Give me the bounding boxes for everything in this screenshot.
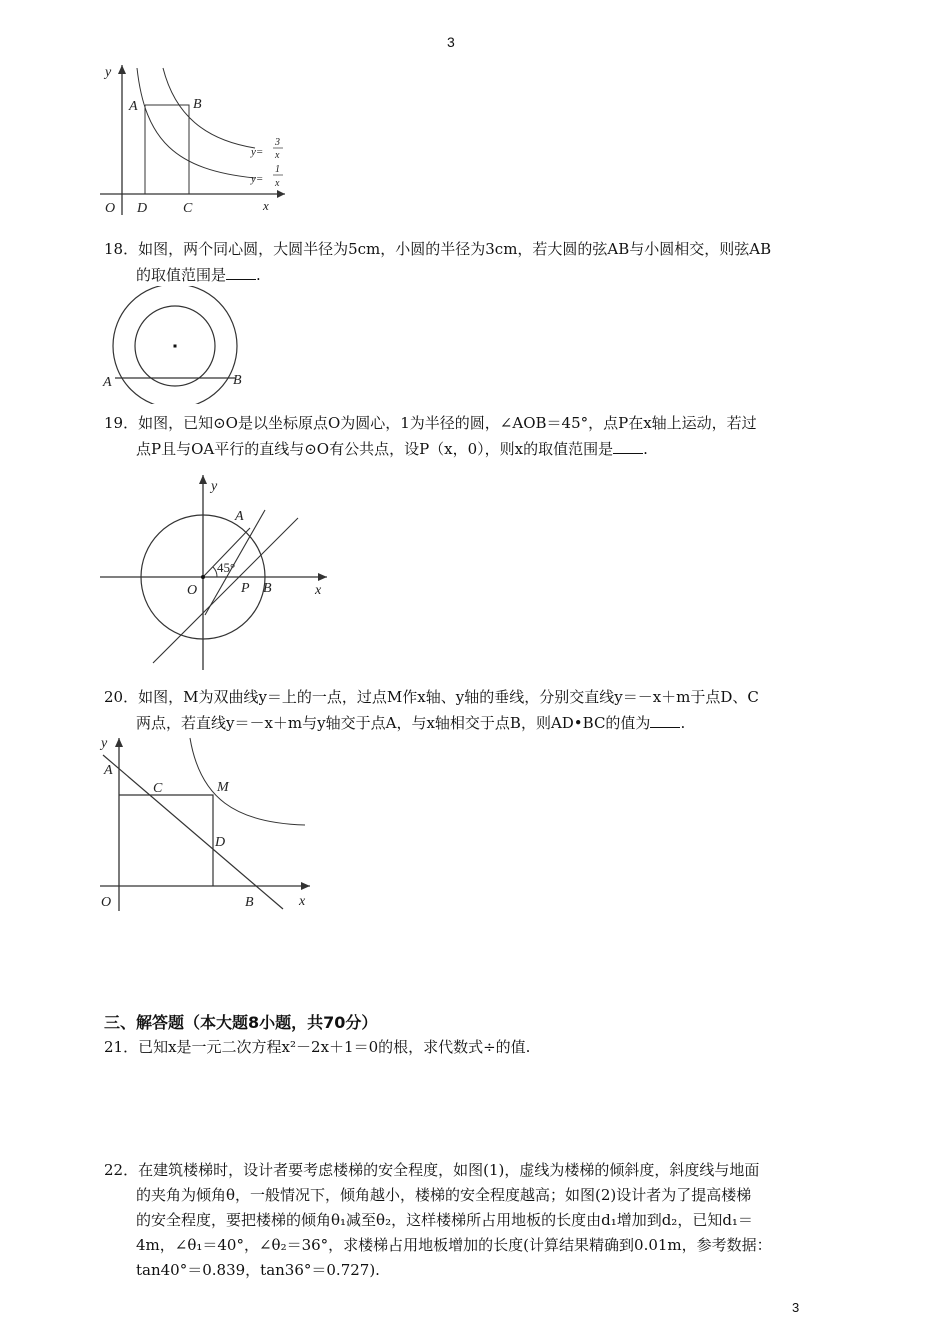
- figure-18-concentric-circles: [100, 286, 260, 404]
- curve-top-num: 3: [275, 137, 280, 148]
- answer-blank: [613, 439, 643, 454]
- page-number-top: 3: [447, 34, 455, 50]
- origin-point: [201, 575, 205, 579]
- label-b: B: [233, 373, 242, 388]
- page-number-bottom: 3: [792, 1300, 800, 1315]
- q22-line1: 在建筑楼梯时，设计者要考虑楼梯的安全程度，如图(1)，虚线为楼梯的倾斜度，斜度线与地面: [138, 1161, 760, 1179]
- x-axis-arrow: [301, 882, 310, 890]
- q21-text: 已知x是一元二次方程x²－2x＋1＝0的根，求代数式÷的值.: [138, 1038, 531, 1056]
- question-22: [104, 1158, 824, 1283]
- label-a: A: [129, 99, 138, 114]
- figure-20-hyperbola-line: [95, 733, 325, 913]
- curve-y-1-over-x: [137, 68, 255, 178]
- question-21: [104, 1034, 824, 1060]
- curve-y-3-over-x: [163, 68, 255, 148]
- question-20: 20．如图，M为双曲线y＝上的一点，过点M作x轴、y轴的垂线，分别交直线y＝－x＋m于点D、C 两点，若直线y＝－x＋m与y轴交于点A，与x轴相交于点B，则AD•BC的值为 .: [104, 688, 759, 732]
- label-c: C: [183, 201, 193, 216]
- label-b: B: [245, 895, 254, 910]
- q21-number: 21．: [104, 1038, 139, 1056]
- q18-line2: 的取值范围是: [136, 266, 227, 284]
- label-angle: 45°: [217, 560, 236, 575]
- tangent-line-lower: [153, 518, 298, 663]
- q18-line1: 如图，两个同心圆，大圆半径为5cm，小圆的半径为3cm，若大圆的弦AB与小圆相交，则弦AB: [138, 240, 772, 258]
- label-a: A: [103, 375, 112, 390]
- hyperbola: [190, 738, 305, 825]
- curve-bottom-den: x: [275, 178, 280, 189]
- y-axis-arrow: [115, 738, 123, 747]
- label-c: C: [153, 781, 163, 796]
- q18-number: 18．: [104, 240, 139, 258]
- question-19: 19．如图，已知⊙O是以坐标原点O为圆心，1为半径的圆，∠AOB＝45°，点P在x轴上运动，若过 点P且与OA平行的直线与⊙O有公共点，设P（x，0），则x的取值范围是 .: [104, 414, 757, 458]
- q22-line4: 4m，∠θ₁＝40°，∠θ₂＝36°，求楼梯占用地板增加的长度(计算结果精确到0.01m，参考数据：: [136, 1236, 772, 1254]
- q22-number: 22．: [104, 1161, 139, 1179]
- q22-line3: 的安全程度，要把楼梯的倾角θ₁减至θ₂，这样楼梯所占用地板的长度由d₁增加到d₂，已知d₁＝: [136, 1211, 753, 1229]
- label-x: x: [299, 894, 306, 909]
- y-axis-arrow: [118, 65, 126, 74]
- label-a: A: [235, 509, 244, 524]
- curve-top-den: x: [275, 150, 280, 161]
- x-axis-arrow: [277, 190, 285, 198]
- q19-line1: 如图，已知⊙O是以坐标原点O为圆心，1为半径的圆，∠AOB＝45°，点P在x轴上运动，若过: [138, 414, 757, 432]
- label-m: M: [217, 780, 229, 795]
- rectangle-abcd: [145, 105, 189, 194]
- q19-number: 19．: [104, 414, 139, 432]
- y-axis-arrow: [199, 475, 207, 484]
- label-y: y: [211, 479, 218, 494]
- label-o: O: [101, 895, 112, 910]
- label-p: P: [241, 581, 250, 596]
- label-o: O: [187, 583, 198, 598]
- question-18: 18．如图，两个同心圆，大圆半径为5cm，小圆的半径为3cm，若大圆的弦AB与小圆相交，则弦AB 的取值范围是 .: [104, 240, 772, 284]
- answer-blank: [650, 713, 680, 728]
- center-point: [174, 345, 177, 348]
- x-axis-arrow: [318, 573, 327, 581]
- figure-17-hyperbola-graph: [95, 60, 295, 220]
- label-b: B: [263, 581, 272, 596]
- q20-number: 20．: [104, 688, 139, 706]
- answer-blank: [226, 265, 256, 280]
- label-b: B: [193, 97, 202, 112]
- label-x: x: [315, 583, 322, 598]
- curve-bottom-prefix: y=: [251, 173, 264, 185]
- label-a: A: [104, 763, 113, 778]
- q22-line2: 的夹角为倾角θ，一般情况下，倾角越小，楼梯的安全程度越高；如图(2)设计者为了提高楼梯: [136, 1186, 752, 1204]
- q22-line5: tan40°＝0.839，tan36°＝0.727).: [136, 1261, 380, 1279]
- curve-bottom-num: 1: [275, 164, 280, 175]
- q20-line2: 两点，若直线y＝－x＋m与y轴交于点A，与x轴相交于点B，则AD•BC的值为: [136, 714, 651, 732]
- curve-top-prefix: y=: [251, 146, 264, 158]
- section-title: 三、解答题（本大题8小题，共70分）: [104, 1013, 378, 1032]
- label-y: y: [105, 65, 112, 80]
- label-y: y: [101, 736, 108, 751]
- label-x: x: [263, 198, 269, 213]
- q19-line2: 点P且与OA平行的直线与⊙O有公共点，设P（x，0），则x的取值范围是: [136, 440, 614, 458]
- label-d: D: [137, 201, 148, 216]
- label-o: O: [105, 201, 116, 216]
- label-d: D: [215, 835, 226, 850]
- figure-19-unit-circle: [95, 470, 335, 675]
- q20-line1: 如图，M为双曲线y＝上的一点，过点M作x轴、y轴的垂线，分别交直线y＝－x＋m于点D、C: [138, 688, 759, 706]
